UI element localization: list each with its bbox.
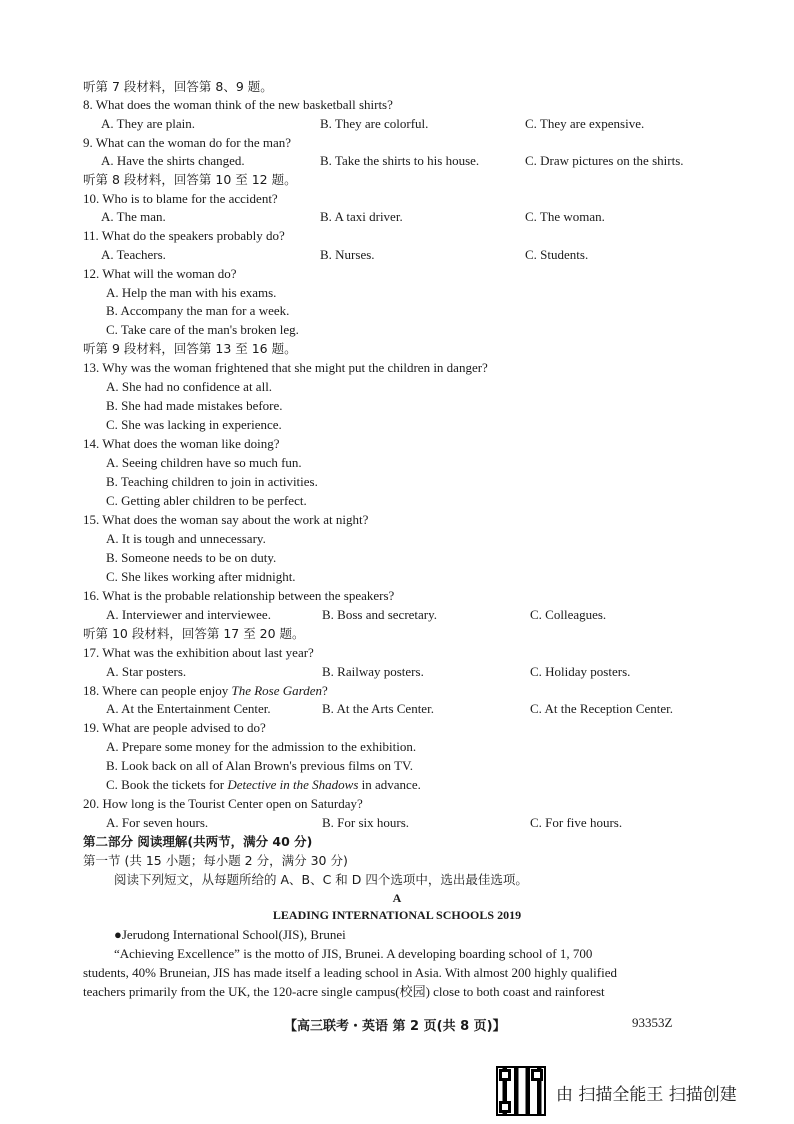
q19-option-c: C. Book the tickets for Detective in the Shadows in advance. bbox=[106, 777, 421, 792]
q8-option-c: C. They are expensive. bbox=[525, 116, 645, 131]
q13-option-a: A. She had no confidence at all. bbox=[106, 379, 273, 394]
section-heading-7: 听第 7 段材料，回答第 8、9 题。 bbox=[83, 79, 273, 94]
q8-option-a: A. They are plain. bbox=[101, 116, 195, 131]
q19-option-b: B. Look back on all of Alan Brown's previous films on TV. bbox=[106, 758, 413, 773]
q17-option-a: A. Star posters. bbox=[106, 664, 187, 679]
q9-option-a: A. Have the shirts changed. bbox=[101, 153, 245, 168]
q18-option-b: B. At the Arts Center. bbox=[322, 701, 434, 716]
passage-letter: A bbox=[392, 891, 402, 905]
question-17: 17. What was the exhibition about last year? bbox=[83, 645, 314, 660]
q20-option-b: B. For six hours. bbox=[322, 815, 410, 830]
question-10: 10. Who is to blame for the accident? bbox=[83, 191, 278, 206]
q11-option-b: B. Nurses. bbox=[320, 247, 375, 262]
q9-option-b: B. Take the shirts to his house. bbox=[320, 153, 480, 168]
q11-option-a: A. Teachers. bbox=[101, 247, 166, 262]
q12-option-b: B. Accompany the man for a week. bbox=[106, 303, 290, 318]
section-heading-8: 听第 8 段材料，回答第 10 至 12 题。 bbox=[83, 172, 297, 187]
page-footer: 【高三联考・英语 第 2 页(共 8 页)】 bbox=[284, 1019, 506, 1034]
q19-option-a: A. Prepare some money for the admission to the exhibition. bbox=[106, 739, 417, 754]
title-detective: Detective in the Shadows bbox=[227, 777, 359, 792]
title-rose-garden: The Rose Garden bbox=[231, 683, 322, 698]
passage-title: LEADING INTERNATIONAL SCHOOLS 2019 bbox=[272, 908, 522, 922]
question-9: 9. What can the woman do for the man? bbox=[83, 135, 292, 150]
q9-option-c: C. Draw pictures on the shirts. bbox=[525, 153, 684, 168]
passage-line-2: students, 40% Bruneian, JIS has made itself a leading school in Asia. With almost 200 highly qualified bbox=[83, 965, 617, 980]
reading-instruction: 阅读下列短文，从每题所给的 A、B、C 和 D 四个选项中，选出最佳选项。 bbox=[114, 872, 528, 887]
q16-option-c: C. Colleagues. bbox=[530, 607, 607, 622]
school-name: ●Jerudong International School(JIS), Brunei bbox=[114, 927, 346, 942]
q14-option-b: B. Teaching children to join in activities. bbox=[106, 474, 318, 489]
question-13: 13. Why was the woman frightened that she might put the children in danger? bbox=[83, 360, 488, 375]
q14-option-c: C. Getting abler children to be perfect. bbox=[106, 493, 307, 508]
q17-option-c: C. Holiday posters. bbox=[530, 664, 631, 679]
scanner-watermark: 由 扫描全能王 扫描创建 bbox=[556, 1085, 737, 1105]
section-heading-9: 听第 9 段材料，回答第 13 至 16 题。 bbox=[83, 341, 297, 356]
question-8: 8. What does the woman think of the new basketball shirts? bbox=[83, 97, 393, 112]
q10-option-a: A. The man. bbox=[101, 209, 166, 224]
q15-option-c: C. She likes working after midnight. bbox=[106, 569, 296, 584]
passage-line-3: teachers primarily from the UK, the 120-acre single campus(校园) close to both coast and rainforest bbox=[83, 984, 605, 999]
q16-option-b: B. Boss and secretary. bbox=[322, 607, 438, 622]
q10-option-b: B. A taxi driver. bbox=[320, 209, 403, 224]
q15-option-b: B. Someone needs to be on duty. bbox=[106, 550, 277, 565]
q14-option-a: A. Seeing children have so much fun. bbox=[106, 455, 302, 470]
section-one-heading: 第一节 (共 15 小题；每小题 2 分，满分 30 分) bbox=[83, 853, 348, 868]
question-18: 18. Where can people enjoy The Rose Garden? bbox=[83, 683, 328, 698]
section-heading-10: 听第 10 段材料，回答第 17 至 20 题。 bbox=[83, 626, 305, 641]
q20-option-a: A. For seven hours. bbox=[106, 815, 209, 830]
q12-option-a: A. Help the man with his exams. bbox=[106, 285, 277, 300]
q10-option-c: C. The woman. bbox=[525, 209, 605, 224]
q12-option-c: C. Take care of the man's broken leg. bbox=[106, 322, 299, 337]
q18-option-a: A. At the Entertainment Center. bbox=[106, 701, 271, 716]
q15-option-a: A. It is tough and unnecessary. bbox=[106, 531, 266, 546]
question-20: 20. How long is the Tourist Center open on Saturday? bbox=[83, 796, 363, 811]
q8-option-b: B. They are colorful. bbox=[320, 116, 429, 131]
exam-code: 93353Z bbox=[632, 1015, 673, 1030]
question-19: 19. What are people advised to do? bbox=[83, 720, 266, 735]
q17-option-b: B. Railway posters. bbox=[322, 664, 424, 679]
question-16: 16. What is the probable relationship between the speakers? bbox=[83, 588, 395, 603]
q16-option-a: A. Interviewer and interviewee. bbox=[106, 607, 271, 622]
part-two-heading: 第二部分 阅读理解(共两节，满分 40 分) bbox=[83, 834, 313, 849]
question-15: 15. What does the woman say about the work at night? bbox=[83, 512, 369, 527]
question-14: 14. What does the woman like doing? bbox=[83, 436, 280, 451]
question-11: 11. What do the speakers probably do? bbox=[83, 228, 285, 243]
q11-option-c: C. Students. bbox=[525, 247, 589, 262]
passage-line-1: “Achieving Excellence” is the motto of JIS, Brunei. A developing boarding school of 1, 700 bbox=[114, 946, 593, 961]
q20-option-c: C. For five hours. bbox=[530, 815, 623, 830]
q13-option-b: B. She had made mistakes before. bbox=[106, 398, 283, 413]
q18-option-c: C. At the Reception Center. bbox=[530, 701, 673, 716]
qr-code-icon bbox=[496, 1066, 546, 1116]
q13-option-c: C. She was lacking in experience. bbox=[106, 417, 282, 432]
question-12: 12. What will the woman do? bbox=[83, 266, 237, 281]
